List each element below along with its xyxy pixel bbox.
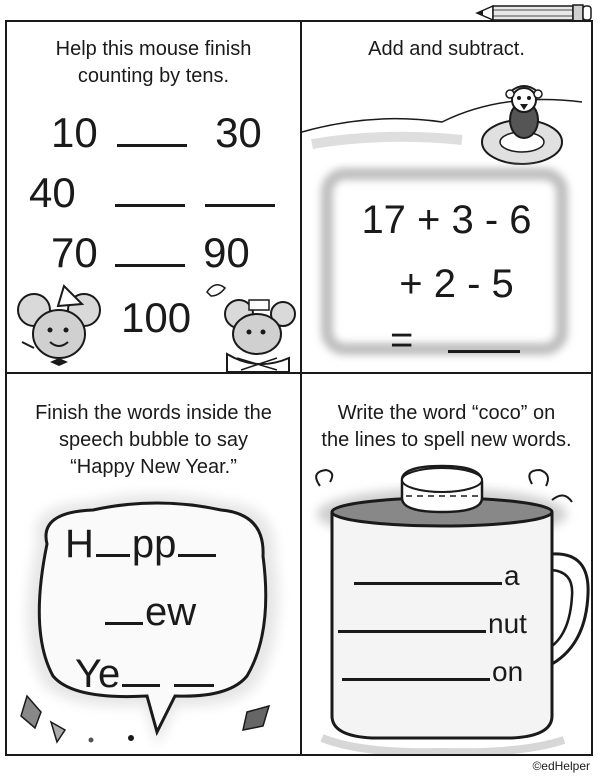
math-instruction: Add and subtract. xyxy=(368,38,525,60)
word-happy-blank-2[interactable] xyxy=(178,554,216,557)
count-value-90: 90 xyxy=(203,229,250,276)
math-answer-row xyxy=(390,320,520,360)
coco-instruction-line2: the lines to spell new words. xyxy=(321,429,572,451)
word-year-blank-2[interactable] xyxy=(174,684,214,687)
math-answer-blank[interactable] xyxy=(448,350,520,353)
panel-count-by-tens xyxy=(7,22,300,372)
coco-instruction-line1: Write the word “coco” on xyxy=(337,402,556,424)
word-happy-blank-1[interactable] xyxy=(96,554,130,557)
words-instruction-line1: Finish the words inside the xyxy=(35,402,272,424)
math-equals: = xyxy=(390,318,414,362)
count-value-100: 100 xyxy=(121,294,192,341)
words-instruction-line3: “Happy New Year.” xyxy=(70,456,237,478)
word-year-blank-1[interactable] xyxy=(122,684,160,687)
word-happy-h: H xyxy=(65,522,94,566)
panel-coco xyxy=(302,374,591,754)
worksheet xyxy=(5,20,593,756)
coco-line-1 xyxy=(354,562,520,590)
word-year-ye: Ye xyxy=(75,652,121,696)
word-new xyxy=(105,592,196,632)
copyright-notice: ©edHelper xyxy=(532,759,590,773)
math-line-1: 17 + 3 - 6 xyxy=(361,198,532,242)
party-mouse-left-icon xyxy=(12,272,112,372)
word-new-ew: ew xyxy=(145,590,197,634)
count-blank-4[interactable] xyxy=(115,264,185,267)
word-happy xyxy=(65,524,218,564)
panel-speech-bubble xyxy=(7,374,300,754)
coco-blank-3[interactable] xyxy=(342,678,490,681)
party-mouse-right-icon xyxy=(197,262,297,372)
coco-blank-2[interactable] xyxy=(338,630,486,633)
count-value-10: 10 xyxy=(51,109,98,156)
count-value-70: 70 xyxy=(51,229,98,276)
count-row-4 xyxy=(121,294,192,341)
coco-line-2 xyxy=(338,610,527,638)
word-happy-pp: pp xyxy=(131,522,177,566)
panel-add-subtract xyxy=(302,22,591,372)
cocoa-mug-icon xyxy=(302,464,591,754)
count-blank-1[interactable] xyxy=(117,144,187,147)
coco-blank-1[interactable] xyxy=(354,582,502,585)
count-row-2 xyxy=(29,169,275,216)
coco-line-3 xyxy=(342,658,523,686)
count-blank-2[interactable] xyxy=(115,204,185,207)
math-line-2: + 2 - 5 xyxy=(399,262,514,306)
count-instruction-line2: counting by tens. xyxy=(77,65,230,87)
count-value-30: 30 xyxy=(215,109,262,156)
coco-suffix-a: a xyxy=(504,560,520,591)
coco-suffix-nut: nut xyxy=(488,608,527,639)
count-blank-3[interactable] xyxy=(205,204,275,207)
words-instruction-line2: speech bubble to say xyxy=(58,429,249,451)
word-new-blank[interactable] xyxy=(105,622,143,625)
count-value-40: 40 xyxy=(29,169,76,216)
count-row-1 xyxy=(51,109,262,156)
coco-suffix-on: on xyxy=(492,656,524,687)
word-year xyxy=(75,654,214,694)
count-instruction-line1: Help this mouse finish xyxy=(55,38,252,60)
